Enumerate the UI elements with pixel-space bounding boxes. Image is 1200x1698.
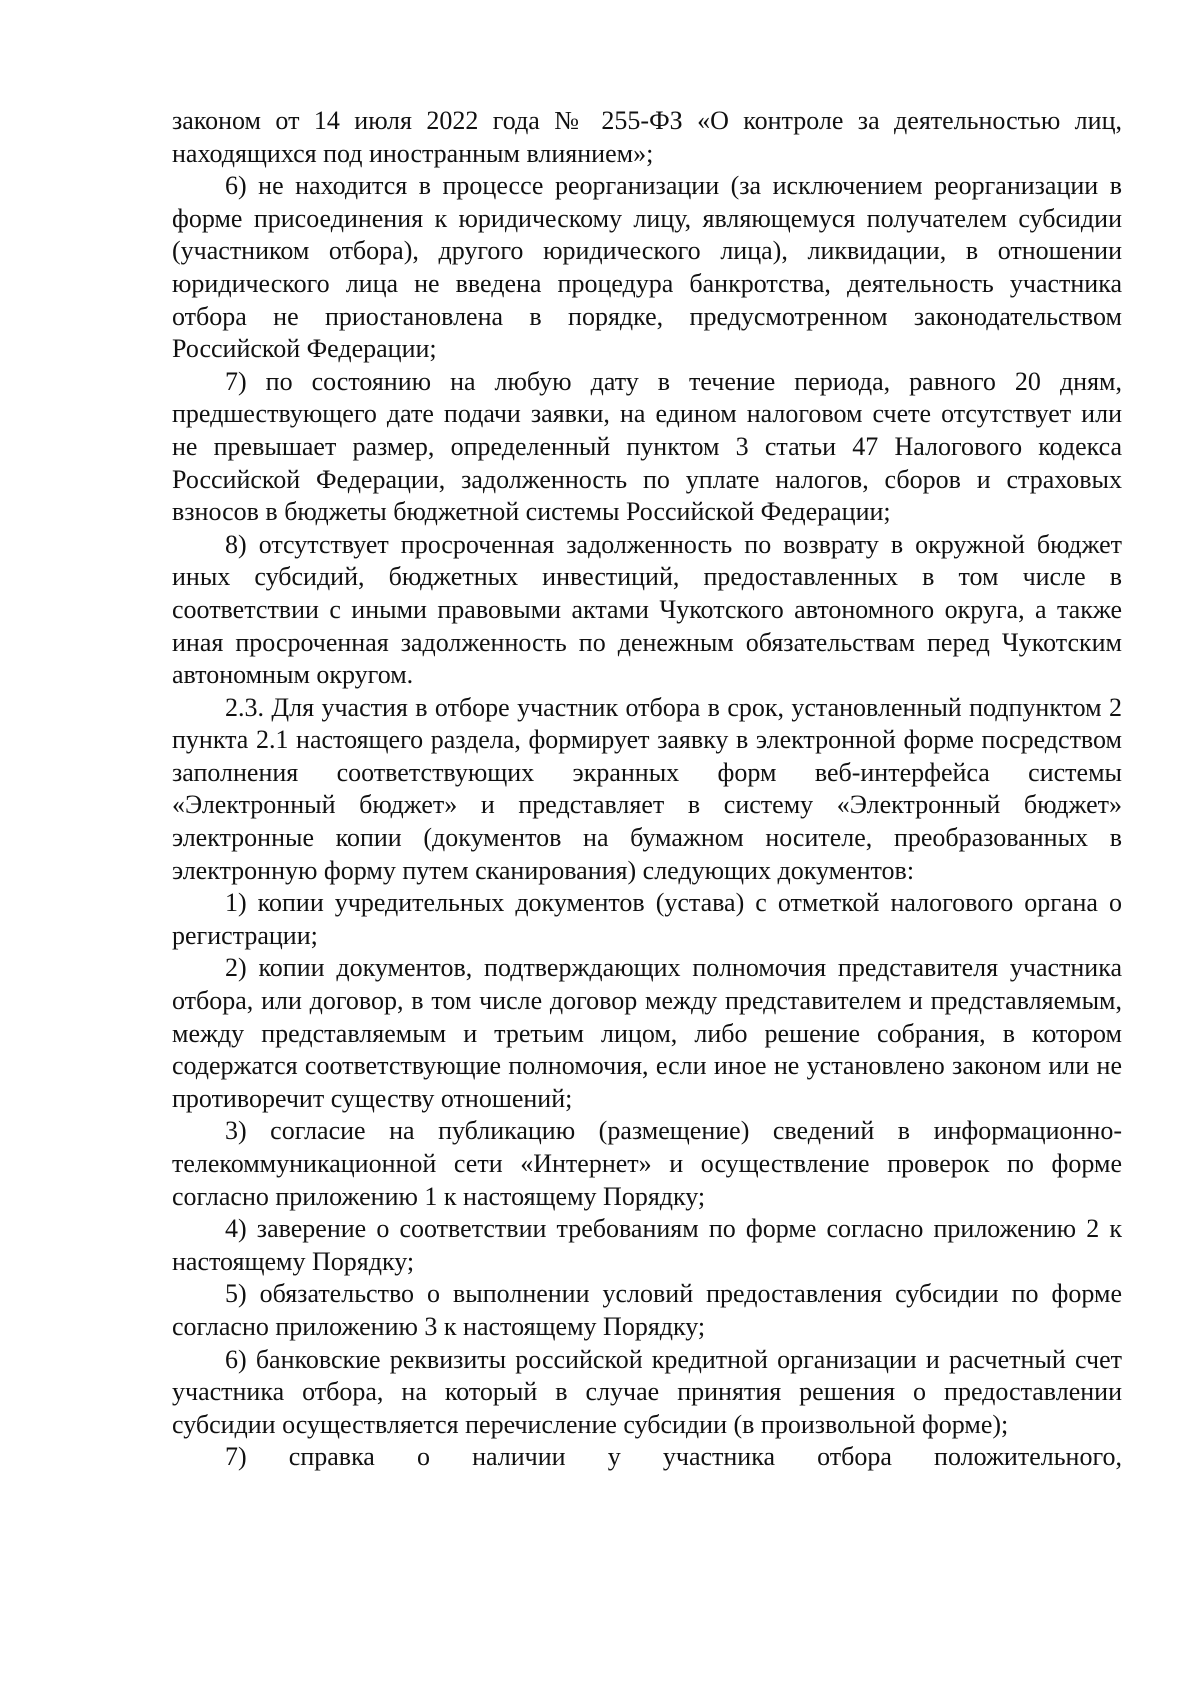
paragraph-doc-6-bank-details: 6) банковские реквизиты российской кредитной организации и расчетный счет участника отбора, на который в случае принятия решения о предоставлении субсидии осуществляется перечисление субсидии (в произвольной форме); (172, 1344, 1122, 1439)
paragraph-item-7-tax-debt: 7) по состоянию на любую дату в течение периода, равного 20 дням, предшествующего дате подачи заявки, на едином налоговом счете отсутствует или не превышает размер, определенный пунктом 3 статьи 47 Налогового кодекса Российской Федерации, задолженность по уплате налогов, сборов и страховых взносов в бюджеты бюджетной системы Российской Федерации; (172, 366, 1122, 527)
paragraph-doc-1-charter: 1) копии учредительных документов (устава) с отметкой налогового органа о регистрации; (172, 888, 1122, 950)
paragraph-section-2-3: 2.3. Для участия в отборе участник отбора в срок, установленный подпунктом 2 пункта 2.1 настоящего раздела, формирует заявку в электронной форме посредством заполнения соответствующих экранных форм веб-интерфейса системы «Электронный бюджет» и представляет в систему «Электронный бюджет» электронные копии (документов на бумажном носителе, преобразованных в электронную форму путем сканирования) следующих документов: (172, 692, 1122, 885)
paragraph-doc-5-obligation: 5) обязательство о выполнении условий предоставления субсидии по форме согласно приложению 3 к настоящему Порядку; (172, 1279, 1122, 1341)
paragraph-item-6-reorganization: 6) не находится в процессе реорганизации (за исключением реорганизации в форме присоединения к юридическому лицу, являющемуся получателем субсидии (участником отбора), другого юридического лица), ликвидации, в отношении юридического лица не введена процедура банкротства, деятельность участника отбора не приостановлена в порядке, предусмотренном законодательством Российской Федерации; (172, 171, 1122, 364)
document-page (172, 105, 1122, 1474)
paragraph-doc-2-authority: 2) копии документов, подтверждающих полномочия представителя участника отбора, или договор, в том числе договор между представителем и представляемым, между представляемым и третьим лицом, либо решение собрания, в котором содержатся соответствующие полномочия, если иное не установлено законом или не противоречит существу отношений; (172, 953, 1122, 1113)
paragraph-doc-4-assurance: 4) заверение о соответствии требованиям по форме согласно приложению 2 к настоящему Порядку; (172, 1214, 1122, 1276)
paragraph-doc-7-certificate: 7) справка о наличии у участника отбора положительного, (225, 1442, 1122, 1472)
paragraph-item-8-overdue-debt: 8) отсутствует просроченная задолженность по возврату в окружной бюджет иных субсидий, бюджетных инвестиций, предоставленных в том числе в соответствии с иными правовыми актами Чукотского автономного округа, а также иная просроченная задолженность по денежным обязательствам перед Чукотским автономным округом. (172, 529, 1122, 690)
paragraph-doc-3-consent: 3) согласие на публикацию (размещение) сведений в информационно-телекоммуникационной сети «Интернет» и осуществление проверок по форме согласно приложению 1 к настоящему Порядку; (172, 1116, 1122, 1211)
paragraph-law-continuation: законом от 14 июля 2022 года № 255-ФЗ «О контроле за деятельностью лиц, находящихся под иностранным влиянием»; (172, 106, 1122, 168)
